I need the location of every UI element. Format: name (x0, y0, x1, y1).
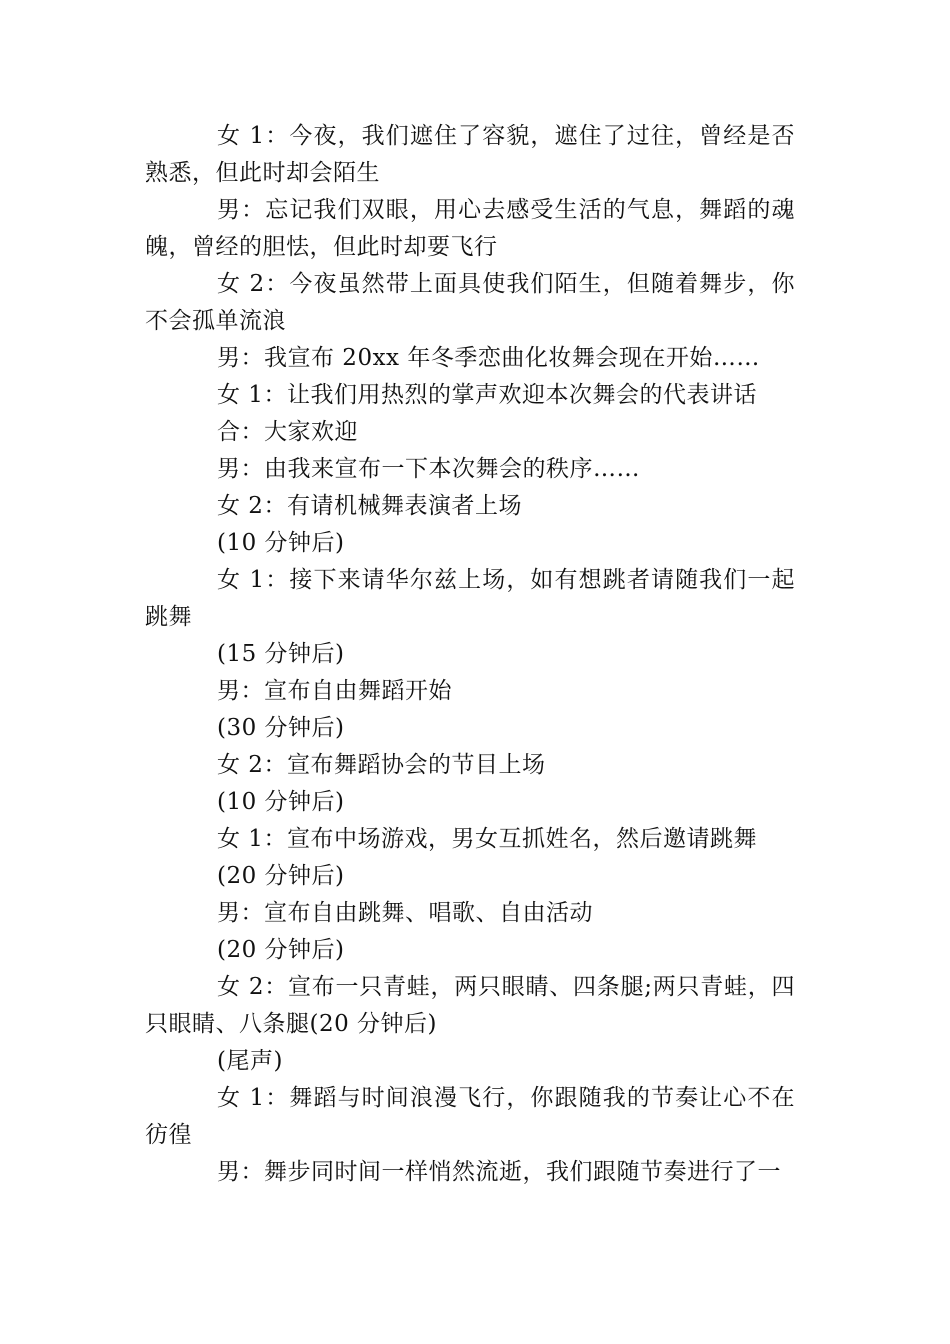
stage-direction: (尾声) (217, 1048, 283, 1074)
script-line: 女 1：宣布中场游戏，男女互抓姓名，然后邀请跳舞 (217, 826, 757, 852)
stage-direction: (10 分钟后) (217, 789, 345, 815)
script-line: 男：宣布自由跳舞、唱歌、自由活动 (217, 900, 593, 926)
script-line: 女 2：宣布舞蹈协会的节目上场 (217, 752, 546, 778)
script-line: 男：我宣布 20xx 年冬季恋曲化妆舞会现在开始…… (217, 345, 760, 371)
stage-direction: (20 分钟后) (217, 937, 345, 963)
script-line: 男：忘记我们双眼，用心去感受生活的气息，舞蹈的魂魄，曾经的胆怯，但此时却要飞行 (145, 197, 795, 260)
script-line: 女 2：有请机械舞表演者上场 (217, 493, 522, 519)
document-body (145, 118, 795, 1191)
script-line: 男：由我来宣布一下本次舞会的秩序…… (217, 456, 640, 482)
script-line: 合：大家欢迎 (217, 419, 358, 445)
stage-direction: (30 分钟后) (217, 715, 345, 741)
stage-direction: (15 分钟后) (217, 641, 345, 667)
script-line: 女 2：宣布一只青蛙，两只眼睛、四条腿;两只青蛙，四只眼睛、八条腿(20 分钟后) (145, 974, 795, 1037)
script-line: 男：宣布自由舞蹈开始 (217, 678, 452, 704)
script-line: 女 1：接下来请华尔兹上场，如有想跳者请随我们一起跳舞 (145, 567, 795, 630)
script-line: 男：舞步同时间一样悄然流逝，我们跟随节奏进行了一 (217, 1159, 781, 1185)
stage-direction: (10 分钟后) (217, 530, 345, 556)
script-line: 女 1：今夜，我们遮住了容貌，遮住了过往，曾经是否熟悉，但此时却会陌生 (145, 123, 795, 186)
stage-direction: (20 分钟后) (217, 863, 345, 889)
script-line: 女 2：今夜虽然带上面具使我们陌生，但随着舞步，你不会孤单流浪 (145, 271, 795, 334)
script-line: 女 1：舞蹈与时间浪漫飞行，你跟随我的节奏让心不在彷徨 (145, 1085, 795, 1148)
script-line: 女 1：让我们用热烈的掌声欢迎本次舞会的代表讲话 (217, 382, 757, 408)
